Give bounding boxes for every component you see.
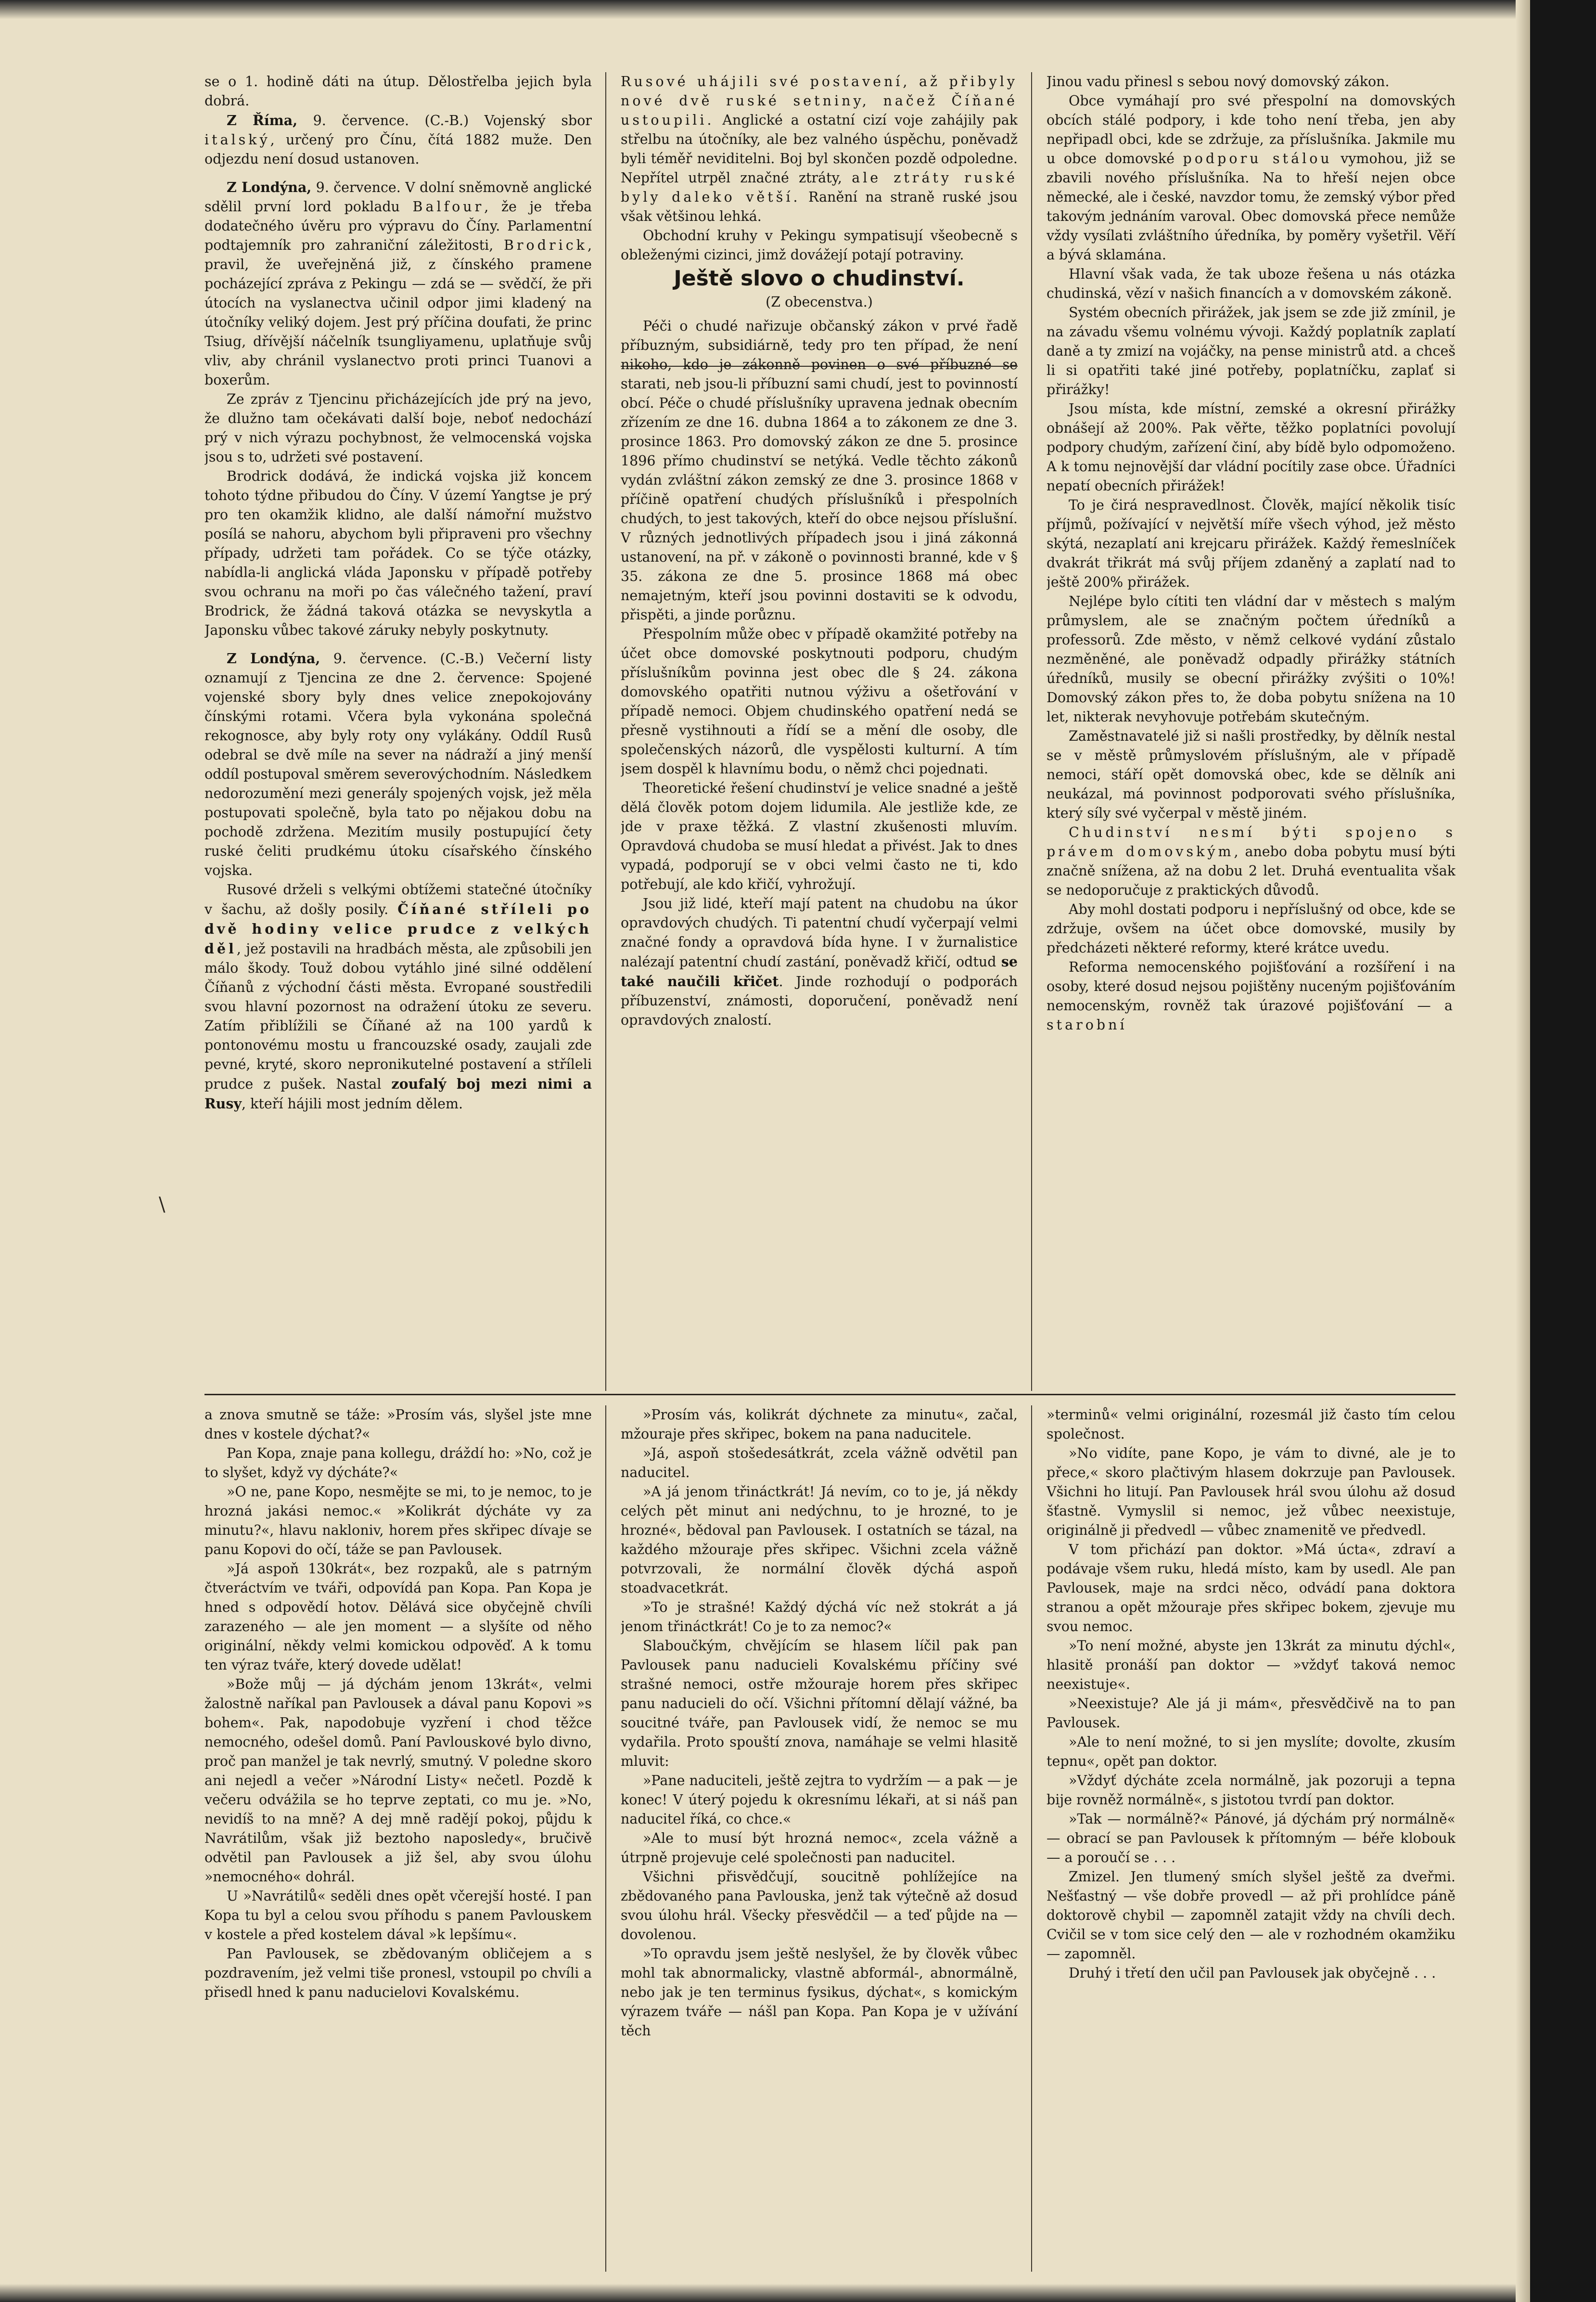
paragraph: »Já, aspoň stošedesátkrát, zcela vážně odvětil pan naducitel.	[621, 1445, 1018, 1480]
paragraph: »No vidíte, pane Kopo, je vám to divné, ale je to přece,« skoro plačtivým hlasem dokrzuje pan Pavlousek. Všichni ho litují. Pan Pavlousek hrál svou úlohu až dosud šťastně. Vymyslil si nemoc, jež vůbec neexistuje, originálně ji předvedl — vůbec znamenitě ve předvedl.	[1047, 1445, 1456, 1538]
paragraph	[204, 880, 592, 1114]
paragraph: »Ale to musí být hrozná nemoc«, zcela vážně a útrpně projevuje celé společnosti pan naducitel.	[621, 1830, 1018, 1865]
paragraph: »Bože můj — já dýchám jenom 13krát«, velmi žalostně naříkal pan Pavlousek a dával panu Kopovi »s bohem«. Pak, napodobuje vyzření i chod těžce nemocného, odešel domů. Paní Pavlouskové bylo divno, proč pan manžel je tak nevrlý, smutný. V poledne skoro ani nejedl a večer »Národní Listy« nečetl. Pozdě k večeru odvážila se ho teprve zeptati, co mu je. »No, nevidíš to na mně? A dej mně radějí pokoj, půjdu k Navrátilům, však již beztoho naposledy«, bručivě odvětil pan Pavlousek a již šel, aby svou úlohu »nemocného« dohrál.	[204, 1676, 592, 1885]
paragraph: Všichni přisvědčují, soucitně pohlížejíce na zbědovaného pana Pavlouska, jenž tak výtečně až dosud svou úlohu hrál. Všecky přesvědčil — a teď půjde na — dovolenou.	[621, 1869, 1018, 1942]
text-spaced: Číňané stříleli po dvě hodiny velice prudce z velkých děl	[204, 901, 592, 957]
paragraph: a znova smutně se táže: »Prosím vás, slyšel jste mne dnes v kostele dýchat?«	[204, 1407, 592, 1442]
paragraph: »To není možné, abyste jen 13krát za minutu dýchl«, hlasitě pronáší pan doktor — »vždyť taková nemoc neexistuje«.	[1047, 1638, 1456, 1692]
paragraph: Systém obecních přirážek, jak jsem se zde již zmínil, je na závadu všemu volnému vývoji. Každý poplatník zaplatí daně a ty zmizí na vojáčky, na pense ministrů atd. a chceš li si opatřiti také jiné potřeby, poplatníčku, zaplať si přirážky!	[1047, 305, 1456, 398]
text-bold: zoufalý boj mezi nimi a Rusy	[204, 1076, 592, 1112]
news-column-3	[1047, 72, 1456, 1391]
paragraph: »Prosím vás, kolikrát dýchnete za minutu«, začal, mžouraje přes skřipec, bokem na pana naducitele.	[621, 1407, 1018, 1442]
news-item-rome	[204, 111, 592, 169]
paragraph: Druhý i třetí den učil pan Pavlousek jak obyčejně . . .	[1069, 1965, 1436, 1981]
paragraph: Ze zpráv z Tjencinu přicházejících jde prý na jevo, že dlužno tam očekávati další boje, neboť nedochází prý v nich výrazu pochybnost, že velmocenská vojska jsou s to, udržeti své postavení.	[204, 391, 592, 465]
article-subheading: (Z obecenstva.)	[766, 294, 873, 310]
paragraph	[1047, 958, 1456, 1035]
text-spaced: ale ztráty ruské byly daleko větší.	[621, 170, 1018, 205]
paragraph: Pan Kopa, znaje pana kollegu, dráždí ho: »No, což je to slyšet, když vy dýcháte?«	[204, 1445, 592, 1480]
dateline: Z Londýna,	[227, 650, 320, 667]
text: , určený pro Čínu, čítá 1882 muže. Den odjezdu není dosud ustanoven.	[204, 132, 592, 167]
paragraph: Zaměstnavatelé již si našli prostředky, by dělník nestal se v městě průmyslovém příslušným, ale v případě nemoci, stáří opět domovská obec, kde se dělník ani neukázal, má povinnost podporovati svého příslušníka, který síly své vyčerpal v městě jiném.	[1047, 728, 1456, 821]
paragraph	[621, 72, 1018, 226]
text: Rusové drželi s velkými obtížemi statečné útočníky v šachu, až došly posily.	[204, 882, 592, 917]
text: , jež postavili na hradbách města, ale způsobili jen málo škody. Touž dobou vytáhlo jiné silné oddělení Číňanů z východní části města. Evropané soustředili svou hlavní pozornost na odražení útoku ze severu. Zatím přiblížili se Číňané až na 100 yardů k pontonovému mostu u francouzské osady, zaujali zde pevné, kryté, skoro nepronikutelné postavení a stříleli prudce z pušek. Nastal	[204, 941, 592, 1092]
scan-bottom-edge	[0, 2284, 1530, 2302]
column-rule-4	[1031, 1405, 1032, 2272]
paragraph: »Ale to není možné, to si jen myslíte; dovolte, zkusím tepnu«, opět pan doktor.	[1047, 1734, 1456, 1769]
margin-mark: \	[159, 1194, 166, 1216]
paragraph: Aby mohl dostati podporu i nepříslušný od obce, kde se zdržuje, ovšem na účet obce domovské, musily by předcházeti některé reformy, které krátce uvedu.	[1047, 901, 1456, 956]
column-rule-2	[1031, 72, 1032, 1391]
feuilleton-divider	[204, 1394, 1456, 1395]
paragraph: Theoretické řešení chudinství je velice snadné a ještě dělá člověk potom dojem lidumila. Ale jestliže kde, ze jde v praxe těžká. Z vlastní zkušenosti mluvím. Opravdová chudoba se musí hledat a přivést. Jak to dnes vypadá, podporují se v obci velmi často ne ti, kdo potřebují, ale kdo křičí, vyhrožují.	[621, 780, 1018, 892]
column-rule-1	[605, 72, 606, 1391]
text: Obce vymáhají pro své přespolní na domovských obcích stálé podpory, i kde toho není třeba, jen aby nepřipadl obci, kde se zdržuje, za příslušníka. Jakmile mu u obce domovské	[1047, 93, 1456, 167]
paragraph: »Tak — normálně?« Pánové, já dýchám prý normálně« — obrací se pan Pavlousek k přítomným — béře klobouk — a poroučí se . . .	[1047, 1811, 1456, 1865]
text: Anglické a ostatní cizí voje zahájily pak střelbu na útočníky, ale bez valného úspěchu, poněvadž byli téměř neviditelni. Boj byl skončen pozdě odpoledne. Nepřítel utrpěl značné ztráty,	[621, 112, 1018, 186]
paragraph: Brodrick dodává, že indická vojska již koncem tohoto týdne přibudou do Číny. V území Yangtse je prý pro ten okamžik klidno, ale další námořní mužstvo posílá se nahoru, abychom byli připraveni pro všechny případy, udržeti tam pořádek. Co se týče otázky, nabídla-li anglická vláda Japonsku v případě potřeby svou ochranu na moři po čas válečného tažení, praví Brodrick, že žádná taková otázka se nevyskytla a Japonsku vůbec takové záruky nebyly poskytnuty.	[204, 468, 592, 638]
paragraph: Nejlépe bylo cítiti ten vládní dar v městech s malým průmyslem, ale se značným počtem úředníků a professorů. Zde město, v němž celkové vydání zůstalo nezměněné, ale poněvadž odpadly přirážky státních úředníků, musily se obecní přirážky zvýšiti o 10%! Domovský zákon přes to, že doba pobytu snížena na 10 let, nikterak nevyhovuje potřebám skutečným.	[1047, 593, 1456, 725]
text-bold: se také naučili křičet	[621, 953, 1018, 990]
news-column-2	[621, 72, 1018, 1391]
paragraph: »To opravdu jsem ještě neslyšel, že by člověk vůbec mohl tak abnormalicky, vlastně abformál-, abnormálně, nebo jak je ten terminus fysikus, dýchat«, s komickým výrazem tváře — nášl pan Kopa. Pan Kopa je v užívání těch	[621, 1946, 1018, 2039]
paragraph	[1047, 91, 1456, 265]
paragraph: U »Navrátilů« seděli dnes opět včerejší hosté. I pan Kopa tu byl a celou svou příhodu s panem Pavlouskem v kostele a před kostelem dával »k lepšímu«.	[204, 1888, 592, 1942]
text-spaced: a starobní	[1047, 998, 1456, 1033]
page-fold-shadow	[1516, 0, 1530, 2302]
column-rule-3	[605, 1405, 606, 2272]
paragraph: Jsou místa, kde místní, zemské a okresní přirážky obnášejí až 200%. Pak věřte, těžko poplatníci povolují podpory chudým, zařízení činí, aby bídě bylo odpomoženo. A k tomu nejnovější dar vládní pocítily zase obce. Úřadníci nepatí obecních přirážek!	[1047, 401, 1456, 494]
paragraph: »Neexistuje? Ale já ji mám«, přesvědčivě na to pan Pavlousek.	[1047, 1696, 1456, 1731]
text: 9. července. (C.-B.) Vojenský sbor	[297, 113, 592, 129]
text: Reforma nemocenského pojišťování a rozšíření i na osoby, které dosud nejsou pojištěny nuceným pojišťováním nemocenským, rovněž tak úrazové pojišťování —	[1047, 959, 1456, 1014]
paragraph: Pan Pavlousek, se zbědovaným obličejem a s pozdravením, jež velmi tiše pronesl, vstoupil po chvíli a přisedl hned k panu naducielovi Kovalskému.	[204, 1946, 592, 2000]
feuilleton-column-3	[1047, 1405, 1456, 2272]
article-heading: Ještě slovo o chudinství.	[674, 266, 965, 291]
paragraph: »Pane naduciteli, ještě zejtra to vydržím — a pak — je konec! V úterý pojedu k okresnímu lékaři, at si náš pan naducitel říká, co chce.«	[621, 1773, 1018, 1827]
news-column-1	[204, 72, 592, 1391]
news-item-london-1	[204, 178, 592, 390]
scan-dark-margin	[1530, 0, 1596, 2302]
feuilleton-column-2	[621, 1405, 1018, 2272]
paragraph: »Vždyť dýcháte zcela normálně, jak pozoruji a tepna bije rovněž normálně«, s jistotou tvrdí pan doktor.	[1047, 1773, 1456, 1808]
feuilleton-column-1	[204, 1405, 592, 2272]
text-spaced: Chudinství nesmí býti spojeno s právem domovským	[1047, 824, 1456, 860]
text: Jsou již lidé, kteří mají patent na chudobu na úkor opravdových chudých. Ti patentní chudí vyčerpají velmi značné fondy a opravdová bída hyne. I v žurnalistice nalézají patentní chudí zastání, poněvadž křičí, odtud	[621, 896, 1018, 970]
text: Ranění na straně ruské jsou však většinou lehká.	[621, 189, 1018, 224]
text-spaced: Balfour	[412, 199, 485, 215]
news-item-london-2	[204, 649, 592, 880]
scan-top-edge	[0, 0, 1530, 19]
text-spaced: Brodrick	[503, 237, 587, 253]
text: , kteří hájili most jedním dělem.	[242, 1096, 463, 1112]
paragraph: Zmizel. Jen tlumený smích slyšel ještě za dveřmi. Nešťastný — vše dobře provedl — až při prohlídce páně doktorově chybil — zapomněl zatajit vždy na chvíli dech. Cvičil se v tom sice celý den — ale v rozhodném okamžiku — zapomněl.	[1047, 1869, 1456, 1962]
paragraph: »terminů« velmi originální, rozesmál již často tím celou společnost.	[1047, 1407, 1456, 1442]
text: 9. července. (C.-B.) Večerní listy oznamují z Tjencina ze dne 2. července: Spojené vojenské sbory byly dnes velice znepokojovány čínskými rotami. Včera byla vykonána společná rekognosce, aby byly roty ony vylákány. Oddíl Rusů odebral se dvě míle na sever na nádraží a jiný menší oddíl postupoval směrem severovýchodním. Následkem nedorozumění mezi generály spojených vojsk, jež měla postupovati společně, byla tato po nějakou dobu na pochodě zdržena. Mezitím musily postupující čety ruské čeliti prudkému útoku císařského čínského vojska.	[204, 651, 592, 878]
paragraph: »A já jenom třináctkrát! Já nevím, co to je, já někdy celých pět minut ani nedýchnu, to je hrozné, to je hrozné«, bědoval pan Pavlousek. I ostatních se tázal, na každého mžouraje přes skřipec. Všichni zcela vážně potvrzovali, že normální člověk dýchá aspoň stoadvacetkrát.	[621, 1484, 1018, 1596]
paragraph: Jinou vadu přinesl s sebou nový domovský zákon.	[1047, 74, 1390, 90]
text: , že je třeba dodatečného úvěru pro výpravu do Číny. Parlamentní podtajemník pro zahraniční záležitosti,	[204, 199, 592, 253]
text: vymohou, již se zbavili nového příslušníka. Na to hřeší nejen obce německé, ale i české, navzdor tomu, že zemský výbor před takovým jednáním varoval. Obec domovská přece nemůže vždy vysílati zvláštního úředníka, by poměry vyšetřil. Věří a bývá sklamána.	[1047, 151, 1456, 263]
text: . Jinde rozhodují o podporách příbuzenství, známosti, doporučení, poněvadž není opravdových znalostí.	[621, 974, 1018, 1028]
text: , pravil, že uveřejněná již, z čínského pramene pocházející zpráva z Pekingu — zdá se — svědčí, že při útocích na vyslanectva učinil odpor jimi kladený na útočníky veliký dojem. Jest prý příčina doufati, že princ Tsiug, dřívější náčelník tsungliyamenu, uplatňuje svůj vliv, aby chránil vyslanectvo proti princi Tuanovi a boxerům.	[204, 237, 592, 388]
paragraph: To je čirá nespravedlnost. Člověk, mající několik tisíc příjmů, požívající v největší míře všech výhod, jež město skýtá, nezaplatí ani krejcaru přirážek. Každý řemeslníček dvakrát třikrát má svůj příjem zdaněný a zaplatí nad to ještě 200% přirážek.	[1047, 497, 1456, 590]
text: , anebo doba pobytu musí býti značně snížena, až na dobu 2 let. Druhá eventualita však se nedoporučuje z praktických důvodů.	[1047, 844, 1456, 898]
paragraph: Hlavní však vada, že tak uboze řešena u nás otázka chudinská, vězí v našich financích a v domovském zákoně.	[1047, 266, 1456, 301]
paragraph: V tom přichází pan doktor. »Má úcta«, zdraví a podávaje všem ruku, hledá místo, kam by usedl. Ale pan Pavlousek, maje na srdci něco, odvádí pana doktora stranou a opět mžouraje přes skřipec bokem, zjevuje mu svou nemoc.	[1047, 1542, 1456, 1634]
text-spaced: Rusové uhájili své postavení, až přibyly nové dvě ruské setniny, načež Číňané ustoupili.	[621, 74, 1018, 128]
paragraph: Slaboučkým, chvějícím se hlasem líčil pak pan Pavlousek panu naducieli Kovalskému příčiny své strašné nemoci, ostře mžouraje horem přes skřipec panu naducieli do očí. Všichni přítomní dělají vážné, ba soucitné tváře, pan Pavlousek vidí, že nemoc se mu vydařila. Proto spouští znova, namáhaje se velmi hlasitě mluvit:	[621, 1638, 1018, 1769]
paragraph	[204, 72, 592, 111]
paragraph: Přespolním může obec v případě okamžité potřeby na účet obce domovské poskytnouti podporu, chudým příslušníkům povinna jest obec dle § 24. zákona domovského opatřiti nutnou výživu a ošetřování v případě nemoci. Objem chudinského opatření nedá se přesně vystihnouti a řídí se a mění dle osoby, dle společenských názorů, dle vyspělosti kulturní. A tím jsem dospěl k hlavnímu bodu, o němž chci pojednati.	[621, 626, 1018, 777]
paragraph: »Já aspoň 130krát«, bez rozpaků, ale s patrným čtveráctvím ve tváři, odpovídá pan Kopa. Pan Kopa je hned s odpovědí hotov. Dělává sice obyčejně chvíli zarazeného — ale jen moment — a slyšíte od něho originální, někdy velmi komickou odpověď. A k tomu ten výraz tváře, který dovede udělat!	[204, 1561, 592, 1673]
dateline: Z Londýna,	[227, 179, 312, 195]
paragraph: »To je strašné! Každý dýchá víc než stokrát a já jenom třináctkrát! Co je to za nemoc?«	[621, 1599, 1018, 1634]
paragraph	[621, 894, 1018, 1030]
text-spaced: podporu stálou	[1183, 151, 1332, 167]
text-spaced: italský	[204, 132, 270, 148]
paragraph	[1047, 823, 1456, 900]
text: se o 1. hodině dáti na útup. Dělostřelba jejich byla dobrá.	[204, 74, 592, 109]
text: 9. července. V dolní sněmovně anglické sdělil první lord pokladu	[204, 180, 592, 215]
paragraph: Péči o chudé nařizuje občanský zákon v prvé řadě příbuzným, subsidiárně, tedy pro ten případ, že není nikoho, kdo je zákonně povinen o své příbuzné se starati, neb jsou-li příbuzní sami chudí, jest to povinností obcí. Péče o chudé příslušníky upravena jednak obecním zřízením ze dne 16. dubna 1864 a to zákonem ze dne 3. prosince 1863. Pro domovský zákon ze dne 5. prosince 1896 přímo chudinství se netýká. Vedle těchto zákonů vydán zvláštní zákon zemský ze dne 3. prosince 1868 v příčině opatření chudých příslušníků i přespolních chudých, to jest takových, kteří do obce nejsou příslušní. V různých jednotlivých případech jsou i jiná zákonná ustanovení, na př. v zákoně o povinnosti branné, kde v § 35. zákona ze dne 5. prosince 1868 má obec nemajetným, kteří jsou povinni dostaviti se k odvodu, přispěti, a jinde porůznu.	[621, 318, 1018, 623]
dateline: Z Říma,	[227, 112, 298, 129]
paragraph: Obchodní kruhy v Pekingu sympatisují všeobecně s obleženými cizinci, jimž dovážejí potají potraviny.	[621, 228, 1018, 263]
paragraph: »O ne, pane Kopo, nesmějte se mi, to je nemoc, to je hrozná jakási nemoc.« »Kolikrát dýcháte vy za minutu?«, hlavu nakloniv, horem přes skřipec dívaje se panu Kopovi do očí, táže se pan Pavlousek.	[204, 1484, 592, 1557]
